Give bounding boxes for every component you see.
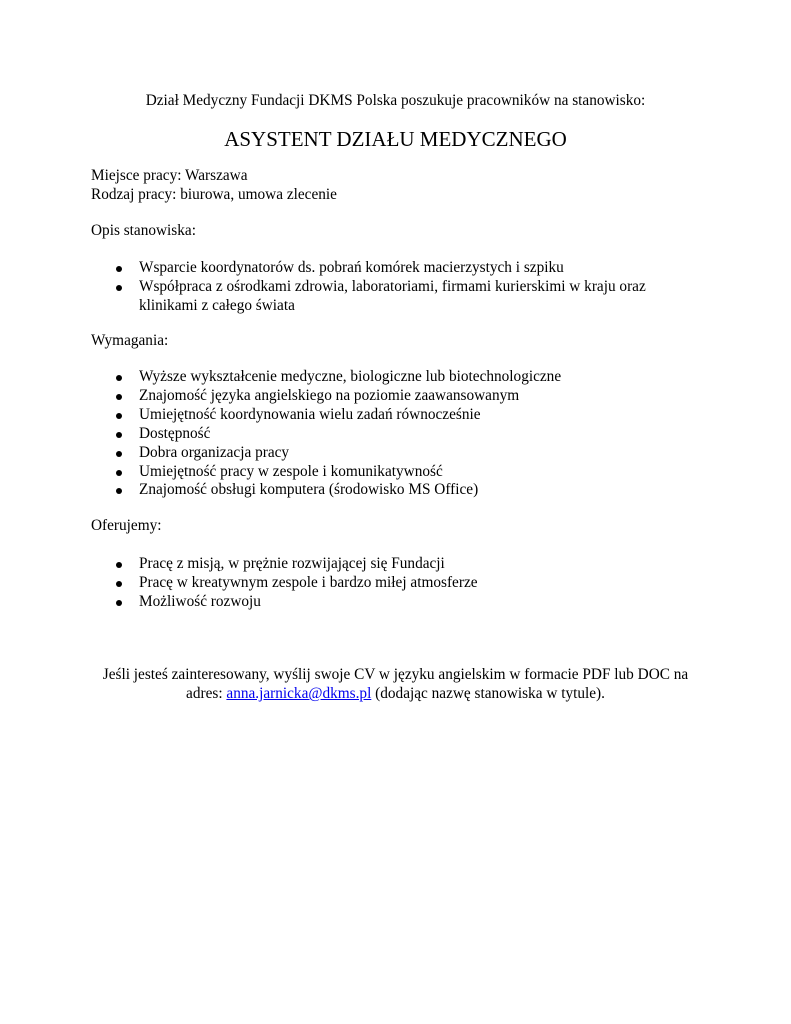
closing-text: [60, 665, 731, 703]
list-item: Umiejętność koordynowania wielu zadań równocześnie: [139, 406, 679, 425]
list-item: Pracę w kreatywnym zespole i bardzo miłej atmosferze: [139, 574, 679, 593]
requirements-heading: [91, 332, 701, 351]
employment-type-text: Rodzaj pracy: biurowa, umowa zlecenie: [91, 185, 337, 203]
list-item: Znajomość języka angielskiego na poziomie zaawansowanym: [139, 387, 679, 406]
bullet-icon: [116, 285, 122, 291]
email-link[interactable]: anna.jarnicka@dkms.pl: [226, 685, 372, 702]
list-item: Pracę z misją, w prężnie rozwijającej się Fundacji: [139, 555, 679, 574]
bullet-icon: [116, 488, 122, 494]
description-heading: [91, 222, 701, 241]
closing-line-1: Jeśli jesteś zainteresowany, wyślij swoje CV w języku angielskim w formacie PDF lub DOC na: [102, 666, 689, 683]
description-list: [139, 259, 679, 316]
offer-heading: [91, 517, 701, 536]
list-item: Wsparcie koordynatorów ds. pobrań komórek macierzystych i szpiku: [139, 259, 679, 278]
bullet-icon: [116, 432, 122, 438]
job-details: [91, 167, 701, 204]
offer-list: [139, 555, 679, 612]
location-text: Miejsce pracy: Warszawa: [91, 167, 248, 184]
intro-text: Dział Medyczny Fundacji DKMS Polska poszukuje pracowników na stanowisko:: [145, 92, 646, 109]
list-item: Znajomość obsługi komputera (środowisko MS Office): [139, 481, 679, 500]
bullet-icon: [116, 375, 122, 381]
bullet-icon: [116, 470, 122, 476]
closing-line-2: [60, 684, 731, 703]
bullet-icon: [116, 266, 122, 272]
list-item: Dostępność: [139, 425, 679, 444]
requirements-heading-text: Wymagania:: [91, 332, 169, 349]
bullet-icon: [116, 581, 122, 587]
bullet-icon: [116, 600, 122, 606]
list-item: Umiejętność pracy w zespole i komunikatywność: [139, 463, 679, 482]
requirements-list: [139, 368, 679, 500]
bullet-icon: [116, 413, 122, 419]
description-heading-text: Opis stanowiska:: [91, 222, 196, 239]
bullet-icon: [116, 562, 122, 568]
bullet-icon: [116, 451, 122, 457]
job-title: ASYSTENT DZIAŁU MEDYCZNEGO: [224, 127, 567, 151]
list-item: Współpraca z ośrodkami zdrowia, laboratoriami, firmami kurierskimi w kraju oraz klinikami z całego świata: [139, 278, 679, 316]
list-item: Dobra organizacja pracy: [139, 444, 679, 463]
offer-heading-text: Oferujemy:: [91, 517, 162, 534]
list-item: Możliwość rozwoju: [139, 593, 679, 612]
address-suffix: (dodając nazwę stanowiska w tytule).: [371, 685, 605, 702]
address-prefix: adres:: [186, 685, 227, 702]
list-item: Wyższe wykształcenie medyczne, biologiczne lub biotechnologiczne: [139, 368, 679, 387]
bullet-icon: [116, 394, 122, 400]
